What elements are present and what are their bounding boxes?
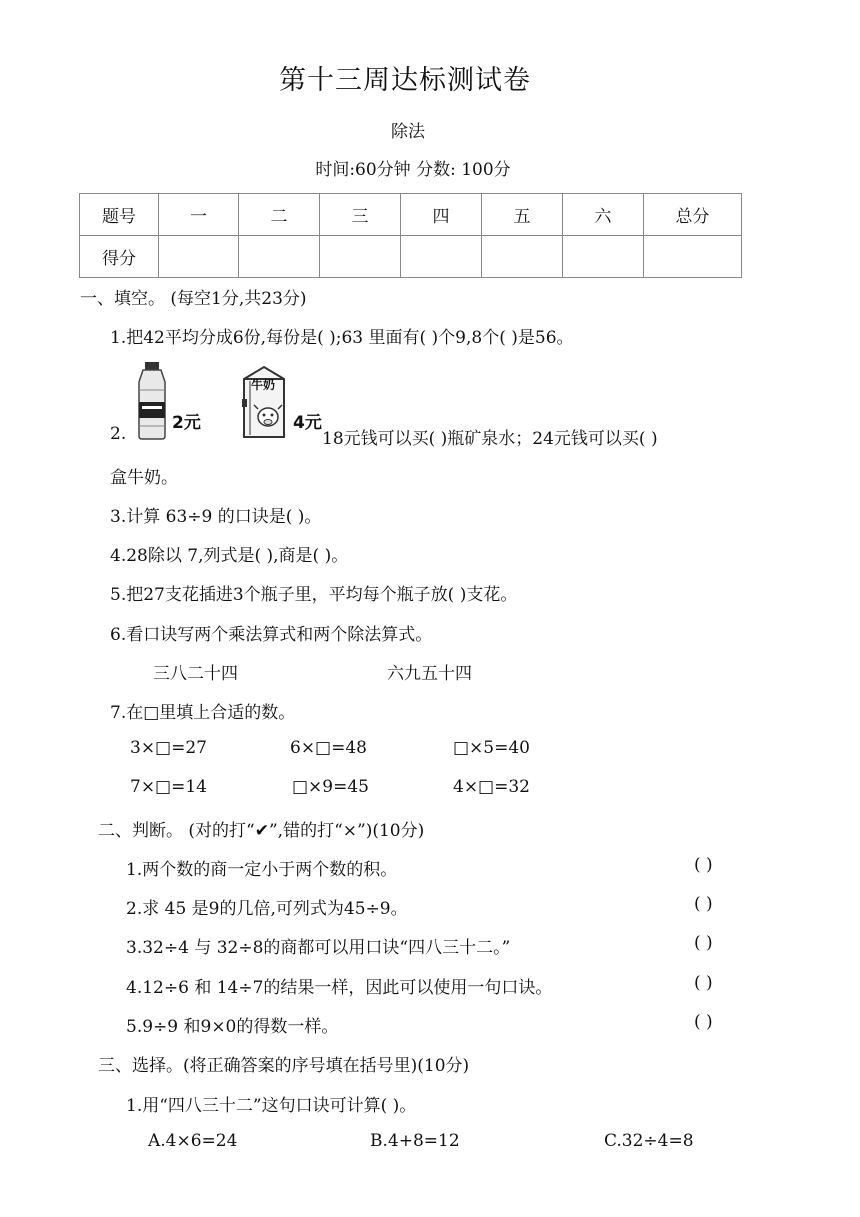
score-table-header-row: [80, 194, 742, 236]
score-header-cell: 三: [320, 194, 401, 236]
score-cell[interactable]: [159, 236, 239, 278]
question-1-2-text: 18元钱可以买( )瓶矿泉水；24元钱可以买( ): [322, 429, 658, 449]
section-1-heading: 一、填空。 (每空1分,共23分): [80, 289, 307, 309]
choice-option-a[interactable]: A.4×6=24: [148, 1131, 238, 1151]
question-1-7: 7.在□里填上合适的数。: [110, 703, 296, 723]
answer-paren[interactable]: ( ): [694, 894, 713, 914]
page-subtitle: 除法: [391, 122, 425, 142]
judgement-item: 3.32÷4 与 32÷8的商都可以用口诀“四八三十二。”: [126, 938, 511, 958]
milk-carton-label: 牛奶: [251, 378, 276, 392]
page-title: 第十三周达标测试卷: [279, 65, 531, 96]
answer-paren[interactable]: ( ): [694, 973, 713, 993]
answer-paren[interactable]: ( ): [694, 1012, 713, 1032]
equation-item: □×5=40: [453, 738, 530, 758]
score-table: [79, 193, 742, 278]
equation-item: 3×□=27: [130, 738, 207, 758]
score-row-label: 得分: [80, 236, 159, 278]
equation-item: 4×□=32: [453, 777, 530, 797]
choice-option-b[interactable]: B.4+8=12: [370, 1131, 460, 1151]
score-header-cell: 四: [401, 194, 482, 236]
milk-price-label: 4元: [293, 413, 322, 433]
answer-paren[interactable]: ( ): [694, 933, 713, 953]
question-1-6-rhyme-b: 六九五十四: [387, 664, 472, 684]
score-cell[interactable]: [320, 236, 401, 278]
score-header-cell: 六: [563, 194, 644, 236]
equation-item: □×9=45: [292, 777, 369, 797]
question-1-6-rhyme-a: 三八二十四: [153, 664, 238, 684]
question-1-5: 5.把27支花插进3个瓶子里，平均每个瓶子放( )支花。: [110, 585, 518, 605]
water-bottle-image: [132, 360, 172, 440]
score-header-cell: 二: [239, 194, 320, 236]
choice-option-c[interactable]: C.32÷4=8: [604, 1131, 694, 1151]
question-1-1: 1.把42平均分成6份,每份是( );63 里面有( )个9,8个( )是56。: [110, 328, 574, 348]
score-header-cell: 总分: [644, 194, 742, 236]
judgement-item: 1.两个数的商一定小于两个数的积。: [126, 860, 398, 880]
score-header-cell: 五: [482, 194, 563, 236]
question-1-6: 6.看口诀写两个乘法算式和两个除法算式。: [110, 625, 433, 645]
question-1-4: 4.28除以 7,列式是( ),商是( )。: [110, 546, 349, 566]
judgement-item: 2.求 45 是9的几倍,可列式为45÷9。: [126, 899, 408, 919]
score-cell[interactable]: [482, 236, 563, 278]
score-header-cell: 一: [159, 194, 239, 236]
question-1-2-number: 2.: [110, 424, 127, 444]
question-1-2-continued: 盒牛奶。: [110, 468, 178, 488]
score-cell[interactable]: [239, 236, 320, 278]
score-header-cell: 题号: [80, 194, 159, 236]
score-cell[interactable]: [401, 236, 482, 278]
judgement-item: 5.9÷9 和9×0的得数一样。: [126, 1017, 339, 1037]
section-2-heading: 二、判断。 (对的打“✔”,错的打“×”)(10分): [98, 821, 425, 841]
judgement-item: 4.12÷6 和 14÷7的结果一样，因此可以使用一句口诀。: [126, 978, 553, 998]
question-1-3: 3.计算 63÷9 的口诀是( )。: [110, 507, 322, 527]
exam-meta: 时间:60分钟 分数: 100分: [315, 160, 511, 180]
section-3-heading: 三、选择。(将正确答案的序号填在括号里)(10分): [98, 1056, 470, 1076]
equation-item: 7×□=14: [130, 777, 207, 797]
choice-question-1: 1.用“四八三十二”这句口诀可计算( )。: [126, 1096, 417, 1116]
score-cell[interactable]: [644, 236, 742, 278]
equation-item: 6×□=48: [290, 738, 367, 758]
score-cell[interactable]: [563, 236, 644, 278]
answer-paren[interactable]: ( ): [694, 855, 713, 875]
water-price-label: 2元: [172, 413, 201, 433]
score-table-score-row: [80, 236, 742, 278]
